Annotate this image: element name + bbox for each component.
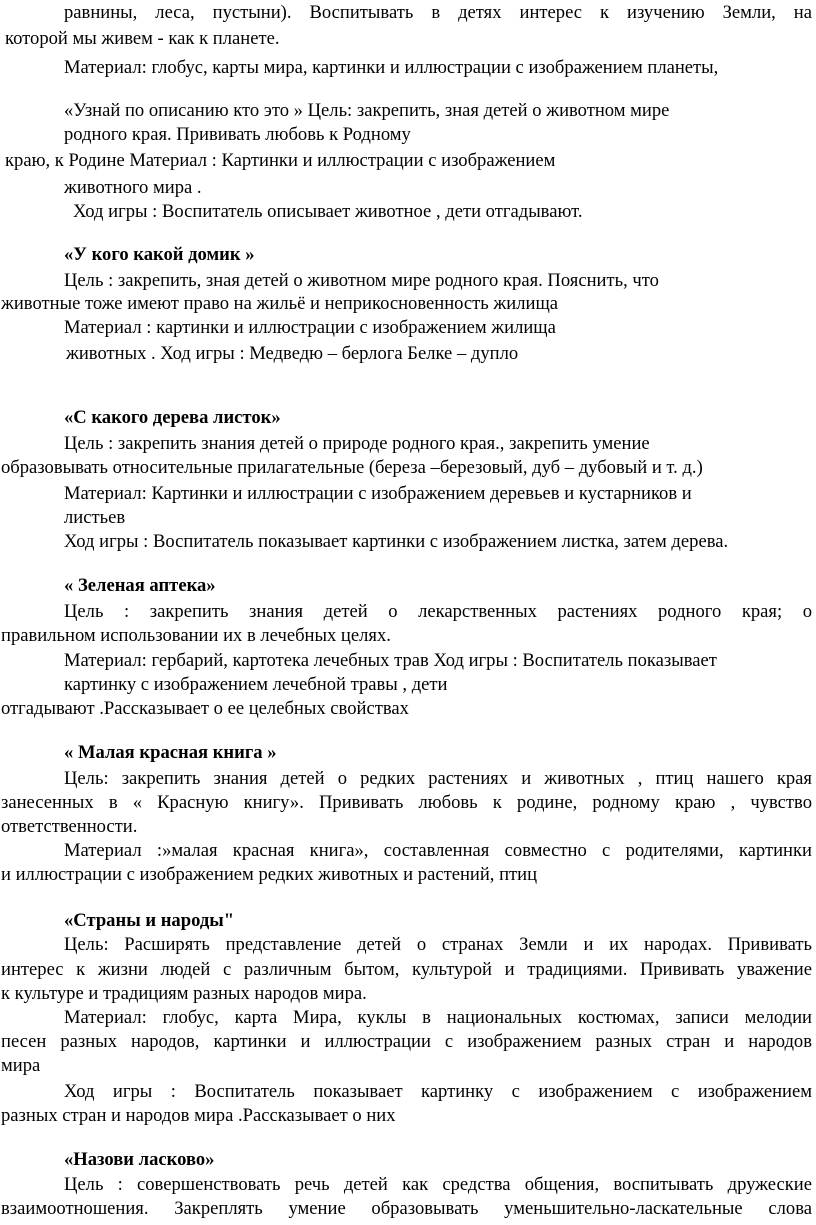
- text-line: Ход игры : Воспитатель описывает животное , дети отгадывают.: [73, 201, 583, 222]
- section-heading: «Страны и народы": [64, 910, 235, 931]
- text-line: животных . Ход игры : Медведю – берлога Белке – дупло: [66, 343, 519, 364]
- text-line: Материал: глобус, карты мира, картинки и иллюстрации с изображением планеты,: [64, 57, 719, 78]
- section-heading: «С какого дерева листок»: [64, 407, 281, 428]
- text-line: Ход игры : Воспитатель показывает картинку с изображением с изображением: [64, 1081, 812, 1102]
- text-line: Материал: глобус, карта Мира, куклы в национальных костюмах, записи мелодии: [64, 1007, 812, 1028]
- text-line: Цель : совершенствовать речь детей как средства общения, воспитывать дружеские: [64, 1174, 812, 1195]
- text-line: равнины, леса, пустыни). Воспитывать в детях интерес к изучению Земли, на: [64, 2, 812, 23]
- text-line: животные тоже имеют право на жильё и неприкосновенность жилища: [1, 293, 559, 314]
- text-line: Цель : закрепить знания детей о лекарственных растениях родного края; о: [64, 601, 812, 622]
- text-line: Материал :»малая красная книга», составленная совместно с родителями, картинки: [64, 840, 812, 861]
- text-line: отгадывают .Рассказывает о ее целебных свойствах: [1, 698, 409, 719]
- text-line: краю, к Родине Материал : Картинки и иллюстрации с изображением: [5, 150, 556, 171]
- text-line: ответственности.: [1, 816, 138, 837]
- text-line: Материал : картинки и иллюстрации с изображением жилища: [64, 317, 556, 338]
- text-line: родного края. Прививать любовь к Родному: [64, 124, 411, 145]
- text-line: Цель : закрепить знания детей о природе родного края., закрепить умение: [64, 433, 650, 454]
- text-line: Материал: гербарий, картотека лечебных трав Ход игры : Воспитатель показывает: [64, 650, 717, 671]
- text-line: картинку с изображением лечебной травы , дети: [64, 674, 448, 695]
- text-line: животного мира .: [64, 177, 202, 198]
- text-line: «Узнай по описанию кто это » Цель: закрепить, зная детей о животном мире: [64, 100, 670, 121]
- text-line: взаимоотношения. Закреплять умение образовывать уменьшительно-ласкательные слова: [1, 1198, 812, 1219]
- section-heading: «Назови ласково»: [64, 1149, 215, 1170]
- text-line: Цель : закрепить, зная детей о животном мире родного края. Пояснить, что: [64, 270, 659, 291]
- text-line: которой мы живем - как к планете.: [5, 28, 280, 49]
- section-heading: «У кого какой домик »: [64, 244, 255, 265]
- text-line: Материал: Картинки и иллюстрации с изображением деревьев и кустарников и: [64, 483, 692, 504]
- text-line: разных стран и народов мира .Рассказывает о них: [1, 1105, 396, 1126]
- text-line: и иллюстрации с изображением редких животных и растений, птиц: [1, 864, 538, 885]
- text-line: правильном использовании их в лечебных целях.: [1, 625, 391, 646]
- text-line: к культуре и традициям разных народов мира.: [1, 983, 367, 1004]
- text-line: Ход игры : Воспитатель показывает картинки с изображением листка, затем дерева.: [64, 531, 729, 552]
- section-heading: « Зеленая аптека»: [64, 575, 216, 596]
- text-line: Цель: закрепить знания детей о редких растениях и животных , птиц нашего края: [64, 768, 812, 789]
- text-line: образовывать относительные прилагательные (береза –березовый, дуб – дубовый и т. д.): [1, 457, 703, 478]
- text-line: листьев: [64, 507, 126, 528]
- text-line: песен разных народов, картинки и иллюстрации с изображением разных стран и народов: [1, 1031, 812, 1052]
- text-line: интерес к жизни людей с различным бытом, культурой и традициями. Прививать уважение: [1, 959, 812, 980]
- text-line: мира: [1, 1055, 41, 1076]
- section-heading: « Малая красная книга »: [64, 742, 277, 763]
- text-line: занесенных в « Красную книгу». Прививать любовь к родине, родному краю , чувство: [1, 792, 812, 813]
- text-line: Цель: Расширять представление детей о странах Земли и их народах. Прививать: [64, 934, 812, 955]
